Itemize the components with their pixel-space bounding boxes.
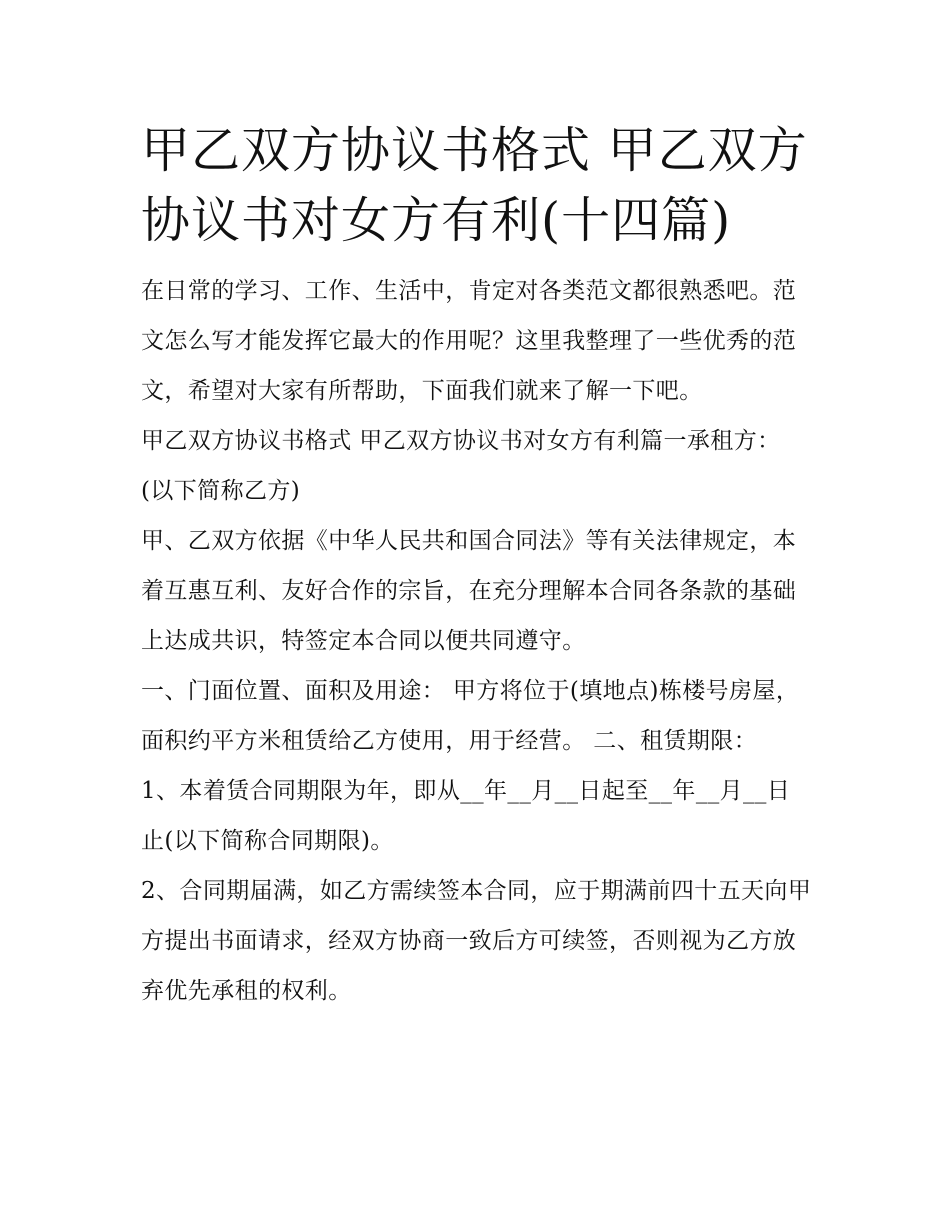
paragraph-clause-location: 一、门面位置、面积及用途： 甲方将位于(填地点)栋楼号房屋，面积约平方米租赁给乙方使用，用于经营。 二、租赁期限： xyxy=(141,678,800,754)
paragraph-section-heading: 甲乙双方协议书格式 甲乙双方协议书对女方有利篇一承租方：(以下简称乙方) xyxy=(141,428,781,504)
paragraph-clause-renewal: 2、合同期届满，如乙方需续签本合同，应于期满前四十五天向甲方提出书面请求，经双方协商一致后方可续签，否则视为乙方放弃优先承租的权利。 xyxy=(141,878,812,1004)
document-body xyxy=(141,116,813,1016)
paragraph-clause-term: 1、本着赁合同期限为年，即从__年__月__日起至__年__月__日止(以下简称合同期限)。 xyxy=(141,778,791,854)
paragraph-preamble: 甲、乙双方依据《中华人民共和国合同法》等有关法律规定，本着互惠互利、友好合作的宗旨，在充分理解本合同各条款的基础上达成共识，特签定本合同以便共同遵守。 xyxy=(141,528,797,654)
paragraph-intro: 在日常的学习、工作、生活中，肯定对各类范文都很熟悉吧。范文怎么写才能发挥它最大的作用呢？这里我整理了一些优秀的范文，希望对大家有所帮助，下面我们就来了解一下吧。 xyxy=(141,278,797,404)
document-title: 甲乙双方协议书格式 甲乙双方协议书对女方有利(十四篇) xyxy=(141,122,808,249)
